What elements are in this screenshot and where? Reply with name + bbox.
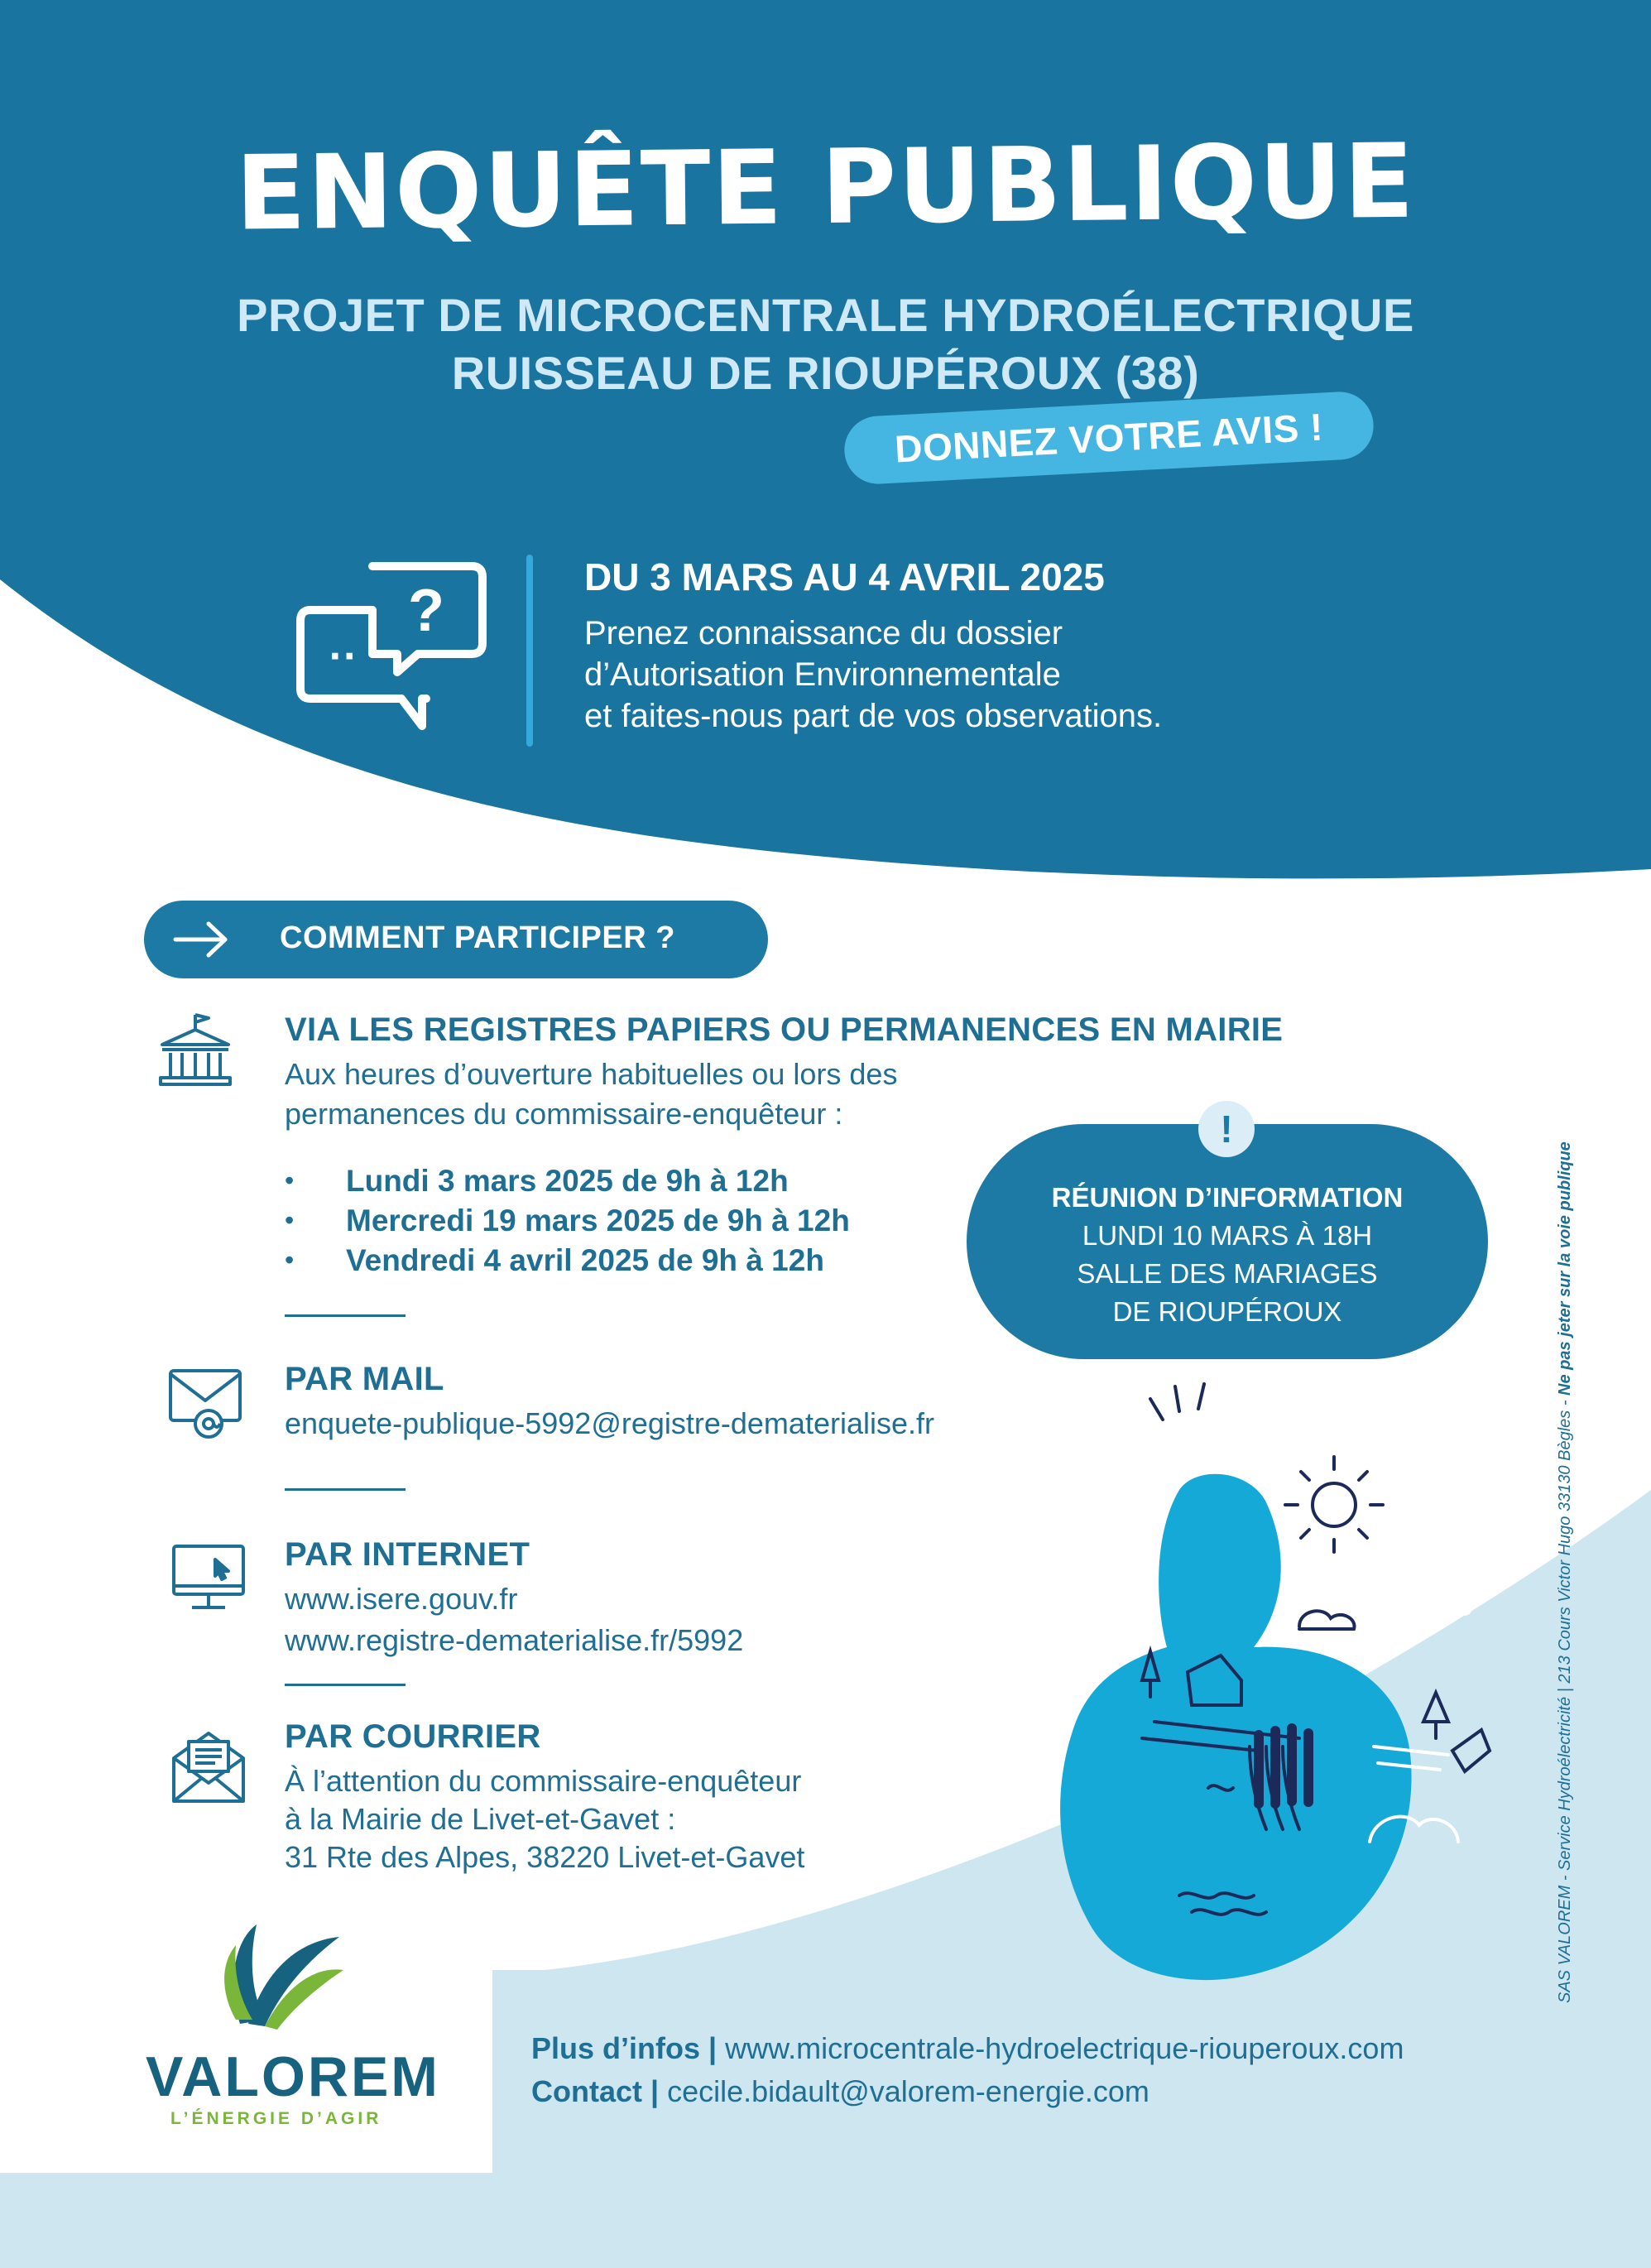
- valorem-tagline: L’ÉNERGIE D’AGIR: [170, 2109, 382, 2128]
- legal-warning: Ne pas jeter sur la voie publique: [1556, 1141, 1574, 1396]
- reunion-date: LUNDI 10 MARS À 18H: [1082, 1220, 1373, 1251]
- contact-email-link[interactable]: cecile.bidault@valorem-energie.com: [667, 2074, 1149, 2108]
- arrow-right-icon: [172, 919, 230, 960]
- infos-label: Plus d’infos |: [531, 2031, 718, 2065]
- courrier-line-2: à la Mairie de Livet-et-Gavet :: [285, 1802, 676, 1836]
- list-item: Lundi 3 mars 2025 de 9h à 12h: [346, 1164, 789, 1198]
- reunion-place: SALLE DES MARIAGES: [1077, 1258, 1378, 1289]
- legal-text: SAS VALOREM - Service Hydroélectricité | 213 Cours Victor Hugo 33130 Bègles -: [1556, 1395, 1574, 2003]
- bullet-symbol: •: [285, 1245, 295, 1275]
- registres-line-2: permanences du commissaire-enquêteur :: [285, 1097, 843, 1131]
- section-divider: [285, 1684, 406, 1686]
- letter-icon: [169, 1727, 248, 1806]
- list-item: Vendredi 4 avril 2025 de 9h à 12h: [346, 1243, 824, 1277]
- list-item: Mercredi 19 mars 2025 de 9h à 12h: [346, 1204, 850, 1237]
- comment-participer-label: COMMENT PARTICIPER ?: [280, 920, 675, 955]
- valorem-wordmark: VALOREM: [146, 2045, 440, 2108]
- courrier-line-3: 31 Rte des Alpes, 38220 Livet-et-Gavet: [285, 1840, 805, 1874]
- internet-url-1[interactable]: www.isere.gouv.fr: [285, 1582, 518, 1616]
- page-title: ENQUÊTE PUBLIQUE: [234, 122, 1417, 254]
- subtitle-line-2: RUISSEAU DE RIOUPÉROUX (38): [451, 347, 1200, 399]
- intro-divider: [526, 555, 533, 747]
- intro-line-1: Prenez connaissance du dossier: [584, 615, 1063, 651]
- speech-bubbles-icon: [294, 556, 492, 738]
- section-divider: [285, 1314, 406, 1317]
- donnez-votre-avis-badge: DONNEZ VOTRE AVIS !: [842, 390, 1375, 485]
- town-hall-icon: [156, 1011, 235, 1091]
- bullet-symbol: •: [285, 1165, 295, 1195]
- section-divider: [285, 1488, 406, 1491]
- envelope-at-icon: [166, 1362, 245, 1442]
- reunion-title: RÉUNION D’INFORMATION: [1051, 1182, 1404, 1213]
- courrier-title: PAR COURRIER: [285, 1718, 541, 1755]
- infos-url-link[interactable]: www.microcentrale-hydroelectrique-riouperoux.com: [725, 2031, 1404, 2065]
- reunion-information-box: [967, 1124, 1488, 1359]
- internet-url-2[interactable]: www.registre-dematerialise.fr/5992: [285, 1623, 744, 1657]
- mail-title: PAR MAIL: [285, 1361, 444, 1397]
- intro-line-2: d’Autorisation Environnementale: [584, 656, 1061, 693]
- registres-line-1: Aux heures d’ouverture habituelles ou lors des: [285, 1057, 898, 1091]
- footer-infos: [531, 2031, 1404, 2066]
- internet-title: PAR INTERNET: [285, 1536, 530, 1573]
- footer-contact: [531, 2074, 1149, 2109]
- courrier-line-1: À l’attention du commissaire-enquêteur: [285, 1764, 802, 1798]
- intro-line-3: et faites-nous part de vos observations.: [584, 698, 1163, 734]
- survey-dates: DU 3 MARS AU 4 AVRIL 2025: [584, 555, 1105, 598]
- subtitle-line-1: PROJET DE MICROCENTRALE HYDROÉLECTRIQUE: [237, 289, 1414, 341]
- alert-icon: !: [1198, 1101, 1255, 1157]
- contact-label: Contact |: [531, 2074, 660, 2108]
- computer-icon: [169, 1541, 248, 1621]
- mail-address-link[interactable]: enquete-publique-5992@registre-dematerialise.fr: [285, 1406, 934, 1440]
- ellipsis-dots: ··: [329, 632, 358, 680]
- registres-title: VIA LES REGISTRES PAPIERS OU PERMANENCES EN MAIRIE: [285, 1011, 1284, 1048]
- legal-note: [1556, 1010, 1575, 2003]
- bullet-symbol: •: [285, 1205, 295, 1235]
- reunion-town: DE RIOUPÉROUX: [1112, 1296, 1342, 1327]
- question-mark: ?: [408, 578, 444, 644]
